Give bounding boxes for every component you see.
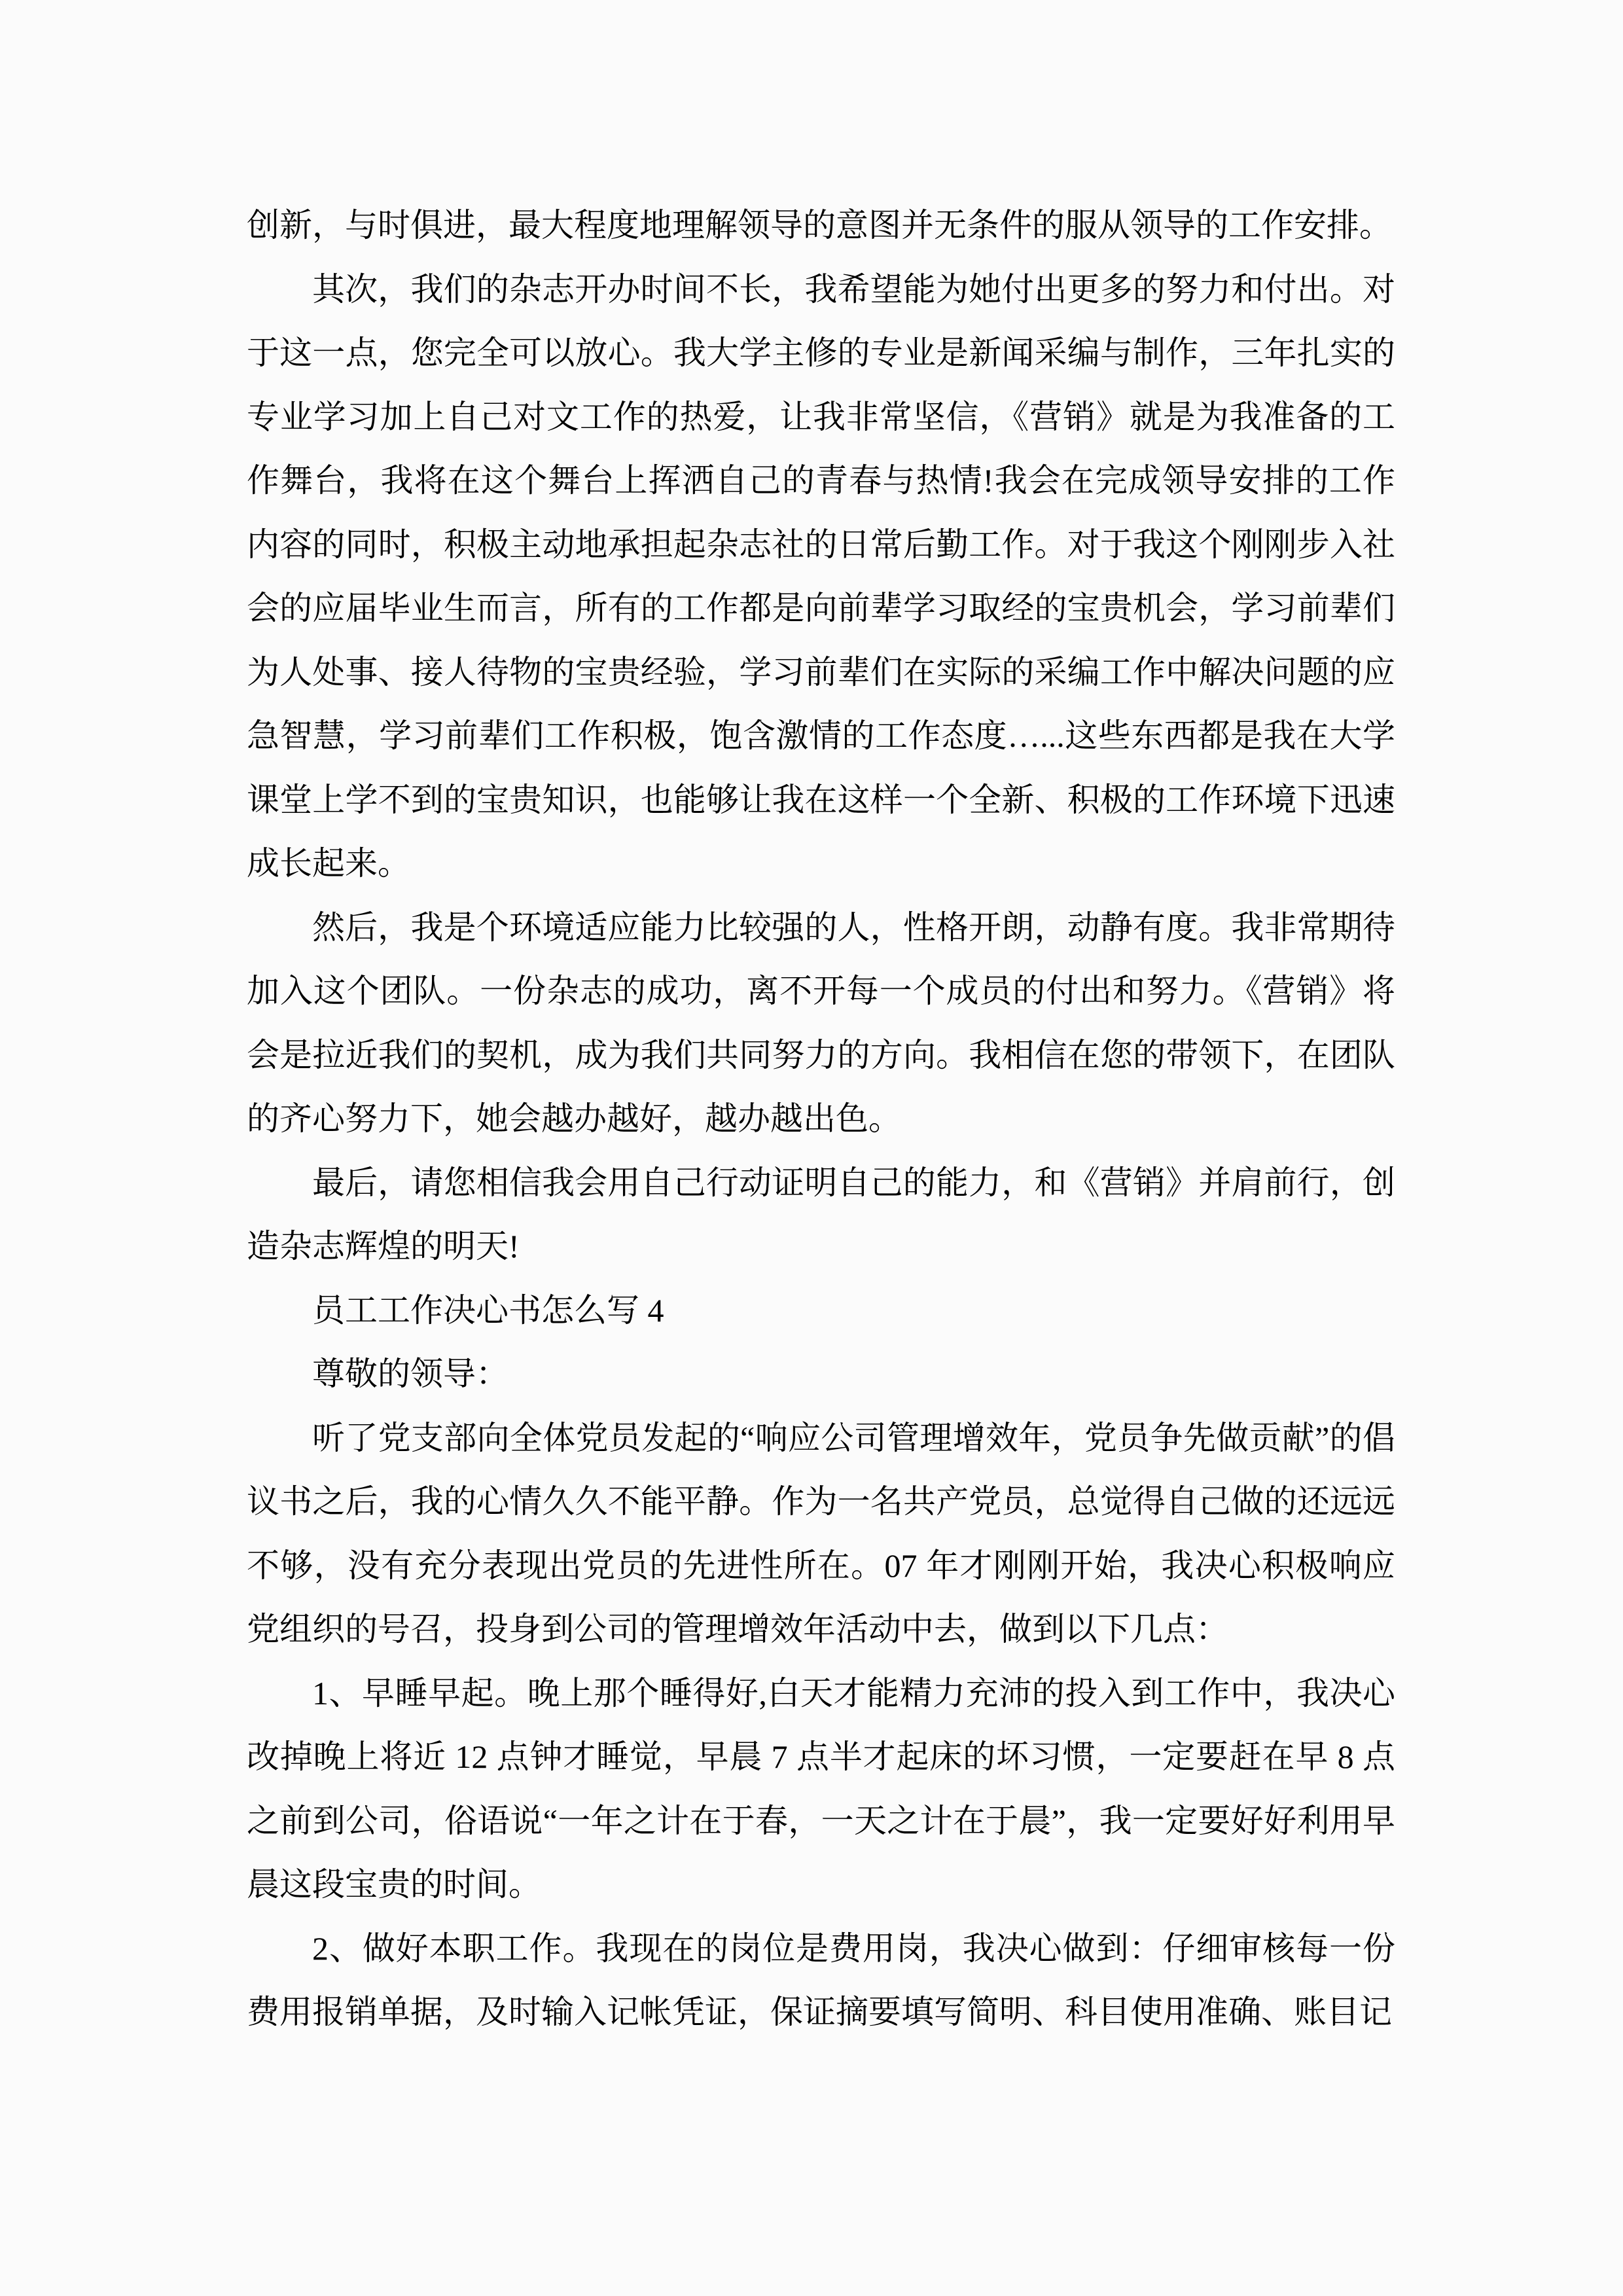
- paragraph: 听了党支部向全体党员发起的“响应公司管理增效年，党员争先做贡献”的倡议书之后，我的心情久久不能平静。作为一名共产党员，总觉得自己做的还远远不够，没有充分表现出党员的先进性所在。07 年才刚刚开始，我决心积极响应党组织的号召，投身到公司的管理增效年活动中去，做到以下几点：: [247, 1419, 1395, 1647]
- paragraph: 创新，与时俱进，最大程度地理解领导的意图并无条件的服从领导的工作安排。: [247, 207, 1392, 243]
- paragraph-list-item-2: 2、做好本职工作。我现在的岗位是费用岗，我决心做到：仔细审核每一份费用报销单据，及时输入记帐凭证，保证摘要填写简明、科目使用准确、账目记: [247, 1929, 1395, 2030]
- paragraph-salutation: 尊敬的领导：: [312, 1355, 508, 1392]
- paragraph: 其次，我们的杂志开办时间不长，我希望能为她付出更多的努力和付出。对于这一点，您完全可以放心。我大学主修的专业是新闻采编与制作，三年扎实的专业学习加上自己对文工作的热爱，让我非常坚信，《营销》就是为我准备的工作舞台，我将在这个舞台上挥洒自己的青春与热情!我会在完成领导安排的工作内容的同时，积极主动地承担起杂志社的日常后勤工作。对于我这个刚刚步入社会的应届毕业生而言，所有的工作都是向前辈学习取经的宝贵机会，学习前辈们为人处事、接人待物的宝贵经验，学习前辈们在实际的采编工作中解决问题的应急智慧，学习前辈们工作积极，饱含激情的工作态度…...这些东西都是我在大学课堂上学不到的宝贵知识，也能够让我在这样一个全新、积极的工作环境下迅速成长起来。: [247, 270, 1395, 882]
- paragraph-list-item-1: 1、早睡早起。晚上那个睡得好,白天才能精力充沛的投入到工作中，我决心改掉晚上将近 12 点钟才睡觉，早晨 7 点半才起床的坏习惯，一定要赶在早 8 点之前到公司，俗语说“一年之计在于春，一天之计在于晨”，我一定要好好利用早晨这段宝贵的时间。: [247, 1674, 1395, 1903]
- paragraph: 然后，我是个环境适应能力比较强的人，性格开朗，动静有度。我非常期待加入这个团队。一份杂志的成功，离不开每一个成员的付出和努力。《营销》将会是拉近我们的契机，成为我们共同努力的方向。我相信在您的带领下，在团队的齐心努力下，她会越办越好，越办越出色。: [247, 908, 1395, 1137]
- paragraph-section-heading: 员工工作决心书怎么写 4: [312, 1291, 664, 1329]
- paragraph: 最后，请您相信我会用自己行动证明自己的能力，和《营销》并肩前行，创造杂志辉煌的明天!: [247, 1164, 1395, 1265]
- document-text-block: [247, 194, 1395, 2045]
